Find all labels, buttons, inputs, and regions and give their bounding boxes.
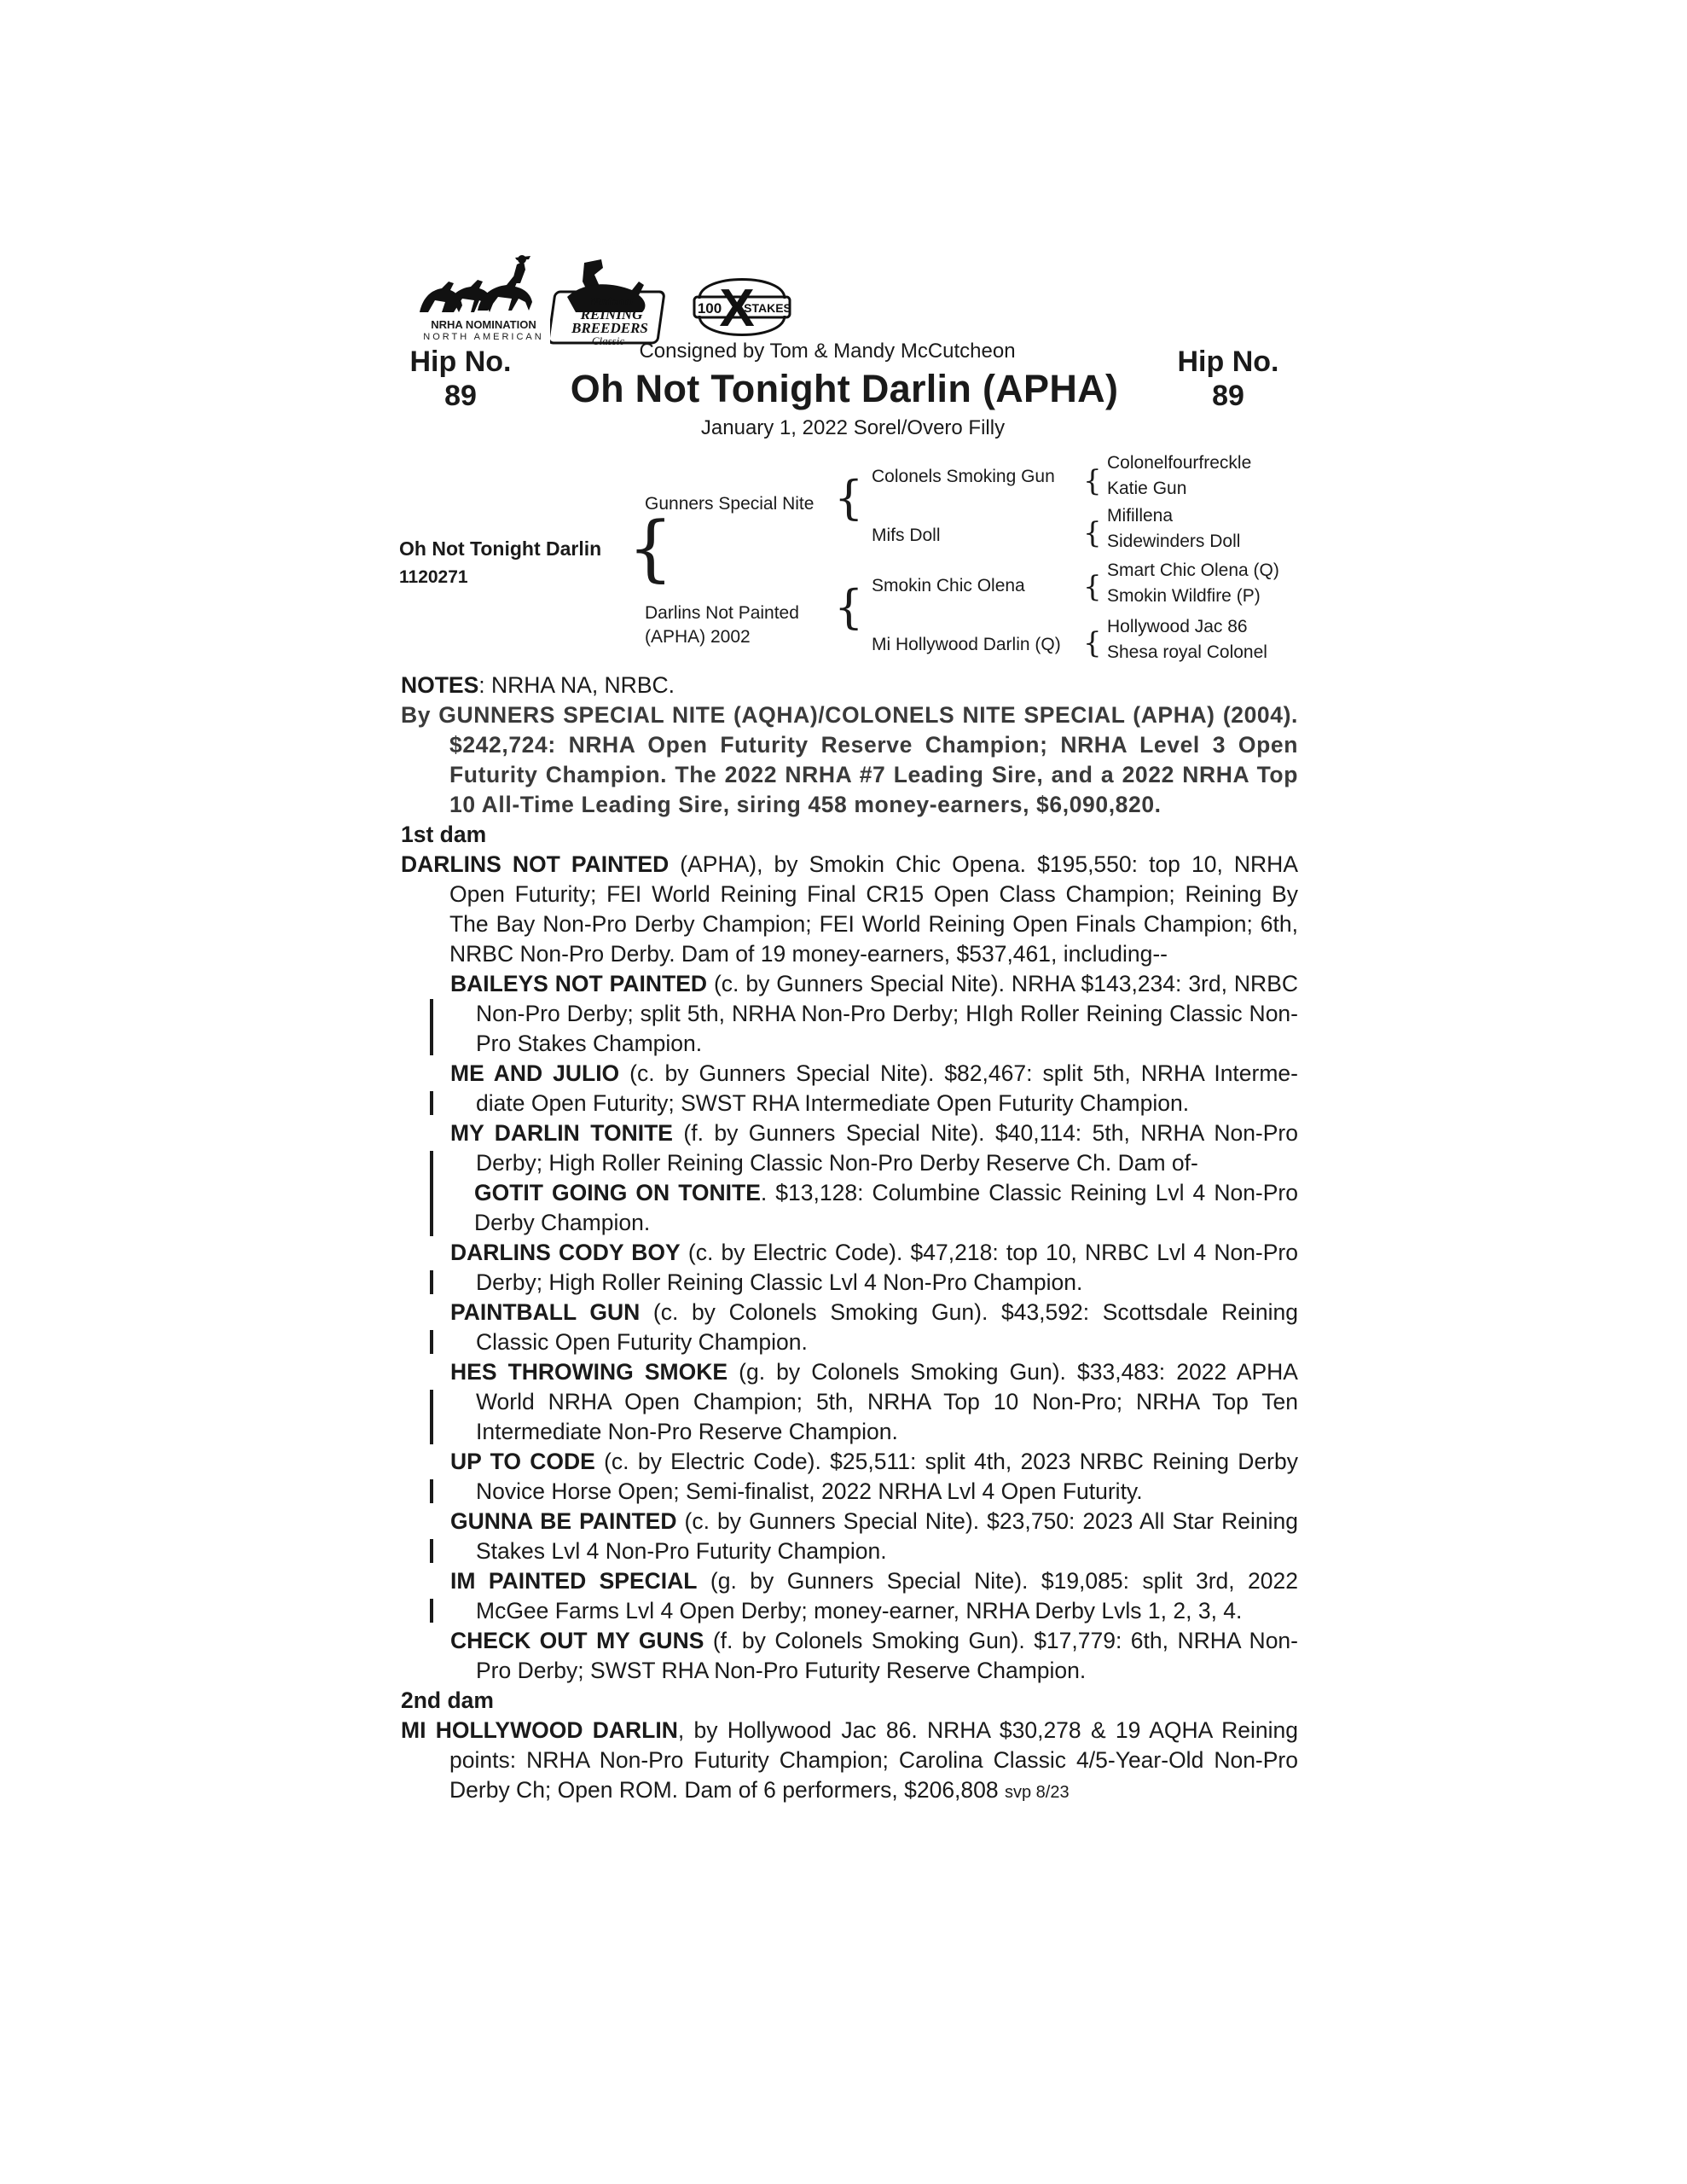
100x-stakes-logo [682,264,802,346]
first-dam-text: (APHA), by Smokin Chic Opena. $195,550: top 10, NRHA Open Futurity; FEI World Reining Final CR15 Open Class Champion; Reining By The Bay Non-Pro Derby Champion; FEI World Reining Open Finals Champion; 6th, NRBC Non-Pro Derby. Dam of 19 money-earners, $537,461, including-- [449,851,1298,967]
pedigree-sds: Mifillena [1107,506,1174,526]
produce-text: (g. by Gunners Special Nite). $19,085: split 3rd, 2022 McGee Farms Lvl 4 Open Derby; money-earner, NRHA Derby Lvls 1, 2, 3, 4. [476,1568,1299,1623]
produce-entry [401,1507,1298,1566]
pedigree-dam-line2: (APHA) 2002 [645,627,751,647]
produce-entry [401,1626,1298,1686]
hip-label-right: Hip No. [1177,346,1279,378]
produce-text: (c. by Colonels Smoking Gun). $43,592: Scottsdale Reining Classic Open Futurity Champion. [476,1299,1298,1355]
produce-text: (c. by Gunners Special Nite). NRHA $143,234: 3rd, NRBC Non-Pro Derby; split 5th, NRHA Non-Pro Derby; HIgh Roller Reining Classic Non-Pro Stakes Champion. [476,971,1299,1056]
produce-entry [401,1298,1298,1357]
nrha-nomination-logo [411,253,556,346]
second-dam-heading: 2nd dam [401,1687,494,1713]
pedigree-sire: Gunners Special Nite [645,494,815,514]
pedigree-brace-1: { [628,506,674,590]
second-dam-paragraph [401,1716,1298,1808]
pedigree-brace-7: { [1083,626,1102,660]
produce-entry [401,1447,1298,1507]
pedigree-dss: Smart Chic Olena (Q) [1107,561,1279,580]
hip-number-right [1173,345,1284,413]
pedigree-sire-dam: Mifs Doll [872,526,941,545]
hip-label-left: Hip No. [409,346,512,378]
first-dam-paragraph [401,850,1298,969]
pedigree-dam-dam: Mi Hollywood Darlin (Q) [872,635,1061,654]
hip-value-left: 89 [444,380,477,412]
notes-line [401,671,1298,700]
produce-text: (f. by Colonels Smoking Gun). $17,779: 6th, NRHA Non-Pro Derby; SWST RHA Non-Pro Futurity Reserve Champion. [476,1628,1298,1683]
consignor-line: Consigned by Tom & Mandy McCutcheon [639,340,1016,363]
stakes-x: X [719,279,755,338]
horse-title: Oh Not Tonight Darlin (APHA) [570,367,1119,410]
produce-text: (f. by Gunners Special Nite). $40,114: 5th, NRHA Non-Pro Derby; High Roller Reining Classic Non-Pro Derby Reserve Ch. Dam of- [476,1120,1298,1176]
hip-value-right: 89 [1212,380,1244,412]
produce-name: DARLINS CODY BOY [450,1240,681,1265]
pedigree-horse-name: Oh Not Tonight Darlin [399,537,602,560]
pedigree-ddd: Shesa royal Colonel [1107,642,1267,662]
produce-text: (c. by Electric Code). $47,218: top 10, NRBC Lvl 4 Non-Pro Derby; High Roller Reining Classic Lvl 4 Non-Pro Champion. [476,1240,1298,1295]
produce-sub-name: GOTIT GOING ON TONITE [474,1180,761,1205]
produce-text: (g. by Colonels Smoking Gun). $33,483: 2022 APHA World NRHA Open Champion; 5th, NRHA Top 10 Non-Pro; NRHA Top Ten Intermediate Non-Pro Reserve Champion. [476,1359,1298,1444]
produce-entry [401,1566,1298,1626]
second-dam-name: MI HOLLYWOOD DARLIN [401,1717,678,1743]
horses-silhouette-icon [411,253,556,321]
footer-code: svp 8/23 [1005,1783,1070,1802]
produce-sub-text: . $13,128: Columbine Classic Reining Lvl 4 Non-Pro Derby Champion. [474,1180,1298,1235]
pedigree-registration: 1120271 [399,567,468,587]
stakes-100: 100 [697,300,722,317]
nrbc-line3: BREEDERS [571,320,648,336]
nrha-logo-line1: NRHA NOMINATION [431,318,536,331]
pedigree-dam-line1: Darlins Not Painted [645,603,799,623]
produce-entry [401,1238,1298,1298]
nrbc-line2: REINING [580,306,643,322]
produce-text: (c. by Electric Code). $25,511: split 4th, 2023 NRBC Reining Derby Novice Horse Open; Semi-finalist, 2022 NRHA Lvl 4 Open Futurity. [476,1449,1298,1504]
pedigree-brace-5: { [1083,516,1102,550]
pedigree-brace-6: { [1083,570,1102,604]
first-dam-heading: 1st dam [401,822,487,847]
produce-entry [401,1059,1298,1118]
foaling-date-line: January 1, 2022 Sorel/Overo Filly [700,416,1006,439]
produce-name: UP TO CODE [450,1449,595,1474]
nrbc-logo [550,256,678,350]
nrbc-line4: Classic [591,334,625,347]
pedigree-dds: Hollywood Jac 86 [1107,617,1248,636]
100x-emblem [682,264,802,346]
first-dam-name: DARLINS NOT PAINTED [401,851,670,877]
notes-text: : NRHA NA, NRBC. [478,672,675,698]
produce-name: MY DARLIN TONITE [450,1120,673,1146]
pedigree-brace-3: { [834,580,864,634]
produce-name: BAILEYS NOT PAINTED [450,971,708,996]
produce-name: IM PAINTED SPECIAL [450,1568,698,1594]
pedigree-brace-2: { [834,471,864,525]
produce-name: CHECK OUT MY GUNS [450,1628,704,1653]
second-dam-text: , by Hollywood Jac 86. NRHA $30,278 & 19 AQHA Reining points: NRHA Non-Pro Futurity Champion; Carolina Classic 4/5-Year-Old Non-Pro Derby Ch; Open ROM. Dam of 6 performers, $206,808 [449,1717,1298,1803]
pedigree-sire-sire: Colonels Smoking Gun [872,467,1055,486]
notes-label: NOTES [401,672,479,698]
pedigree-brace-4: { [1083,464,1102,498]
produce-name: PAINTBALL GUN [450,1299,641,1325]
sire-paragraph: By GUNNERS SPECIAL NITE (AQHA)/COLONELS NITE SPECIAL (APHA) (2004). $242,724: NRHA Open Futurity Reserve Champion; NRHA Level 3 Open Futurity Champion. The 2022 NRHA #7 Leading Sire, and a 2022 NRHA Top 10 All-Time Leading Sire, siring 458 money-earners, $6,090,820. [401,702,1298,817]
pedigree-dsd: Smokin Wildfire (P) [1107,586,1261,606]
pedigree-dam-sire: Smokin Chic Olena [872,576,1025,595]
produce-name: ME AND JULIO [450,1060,620,1086]
produce-entry [401,1357,1298,1447]
pedigree-ssd: Katie Gun [1107,479,1187,498]
nrbc-line1: National [589,296,634,309]
produce-text: (c. by Gunners Special Nite). $82,467: split 5th, NRHA Interme-diate Open Futurity; SWST RHA Intermediate Open Futurity Champion. [476,1060,1298,1116]
produce-entry [401,969,1298,1059]
pedigree-sdd: Sidewinders Doll [1107,531,1241,551]
pedigree-sss: Colonelfourfreckle [1107,453,1252,473]
hip-number-left [405,345,516,413]
catalog-body [401,671,1298,1808]
nrbc-emblem [550,256,678,350]
produce-entry [401,1118,1298,1238]
produce-text: (c. by Gunners Special Nite). $23,750: 2023 All Star Reining Stakes Lvl 4 Non-Pro Futurity Champion. [476,1508,1298,1564]
nrha-logo-line2: NORTH AMERICAN [423,332,544,342]
produce-name: HES THROWING SMOKE [450,1359,728,1385]
produce-name: GUNNA BE PAINTED [450,1508,677,1534]
stakes-word: STAKES [744,301,791,315]
